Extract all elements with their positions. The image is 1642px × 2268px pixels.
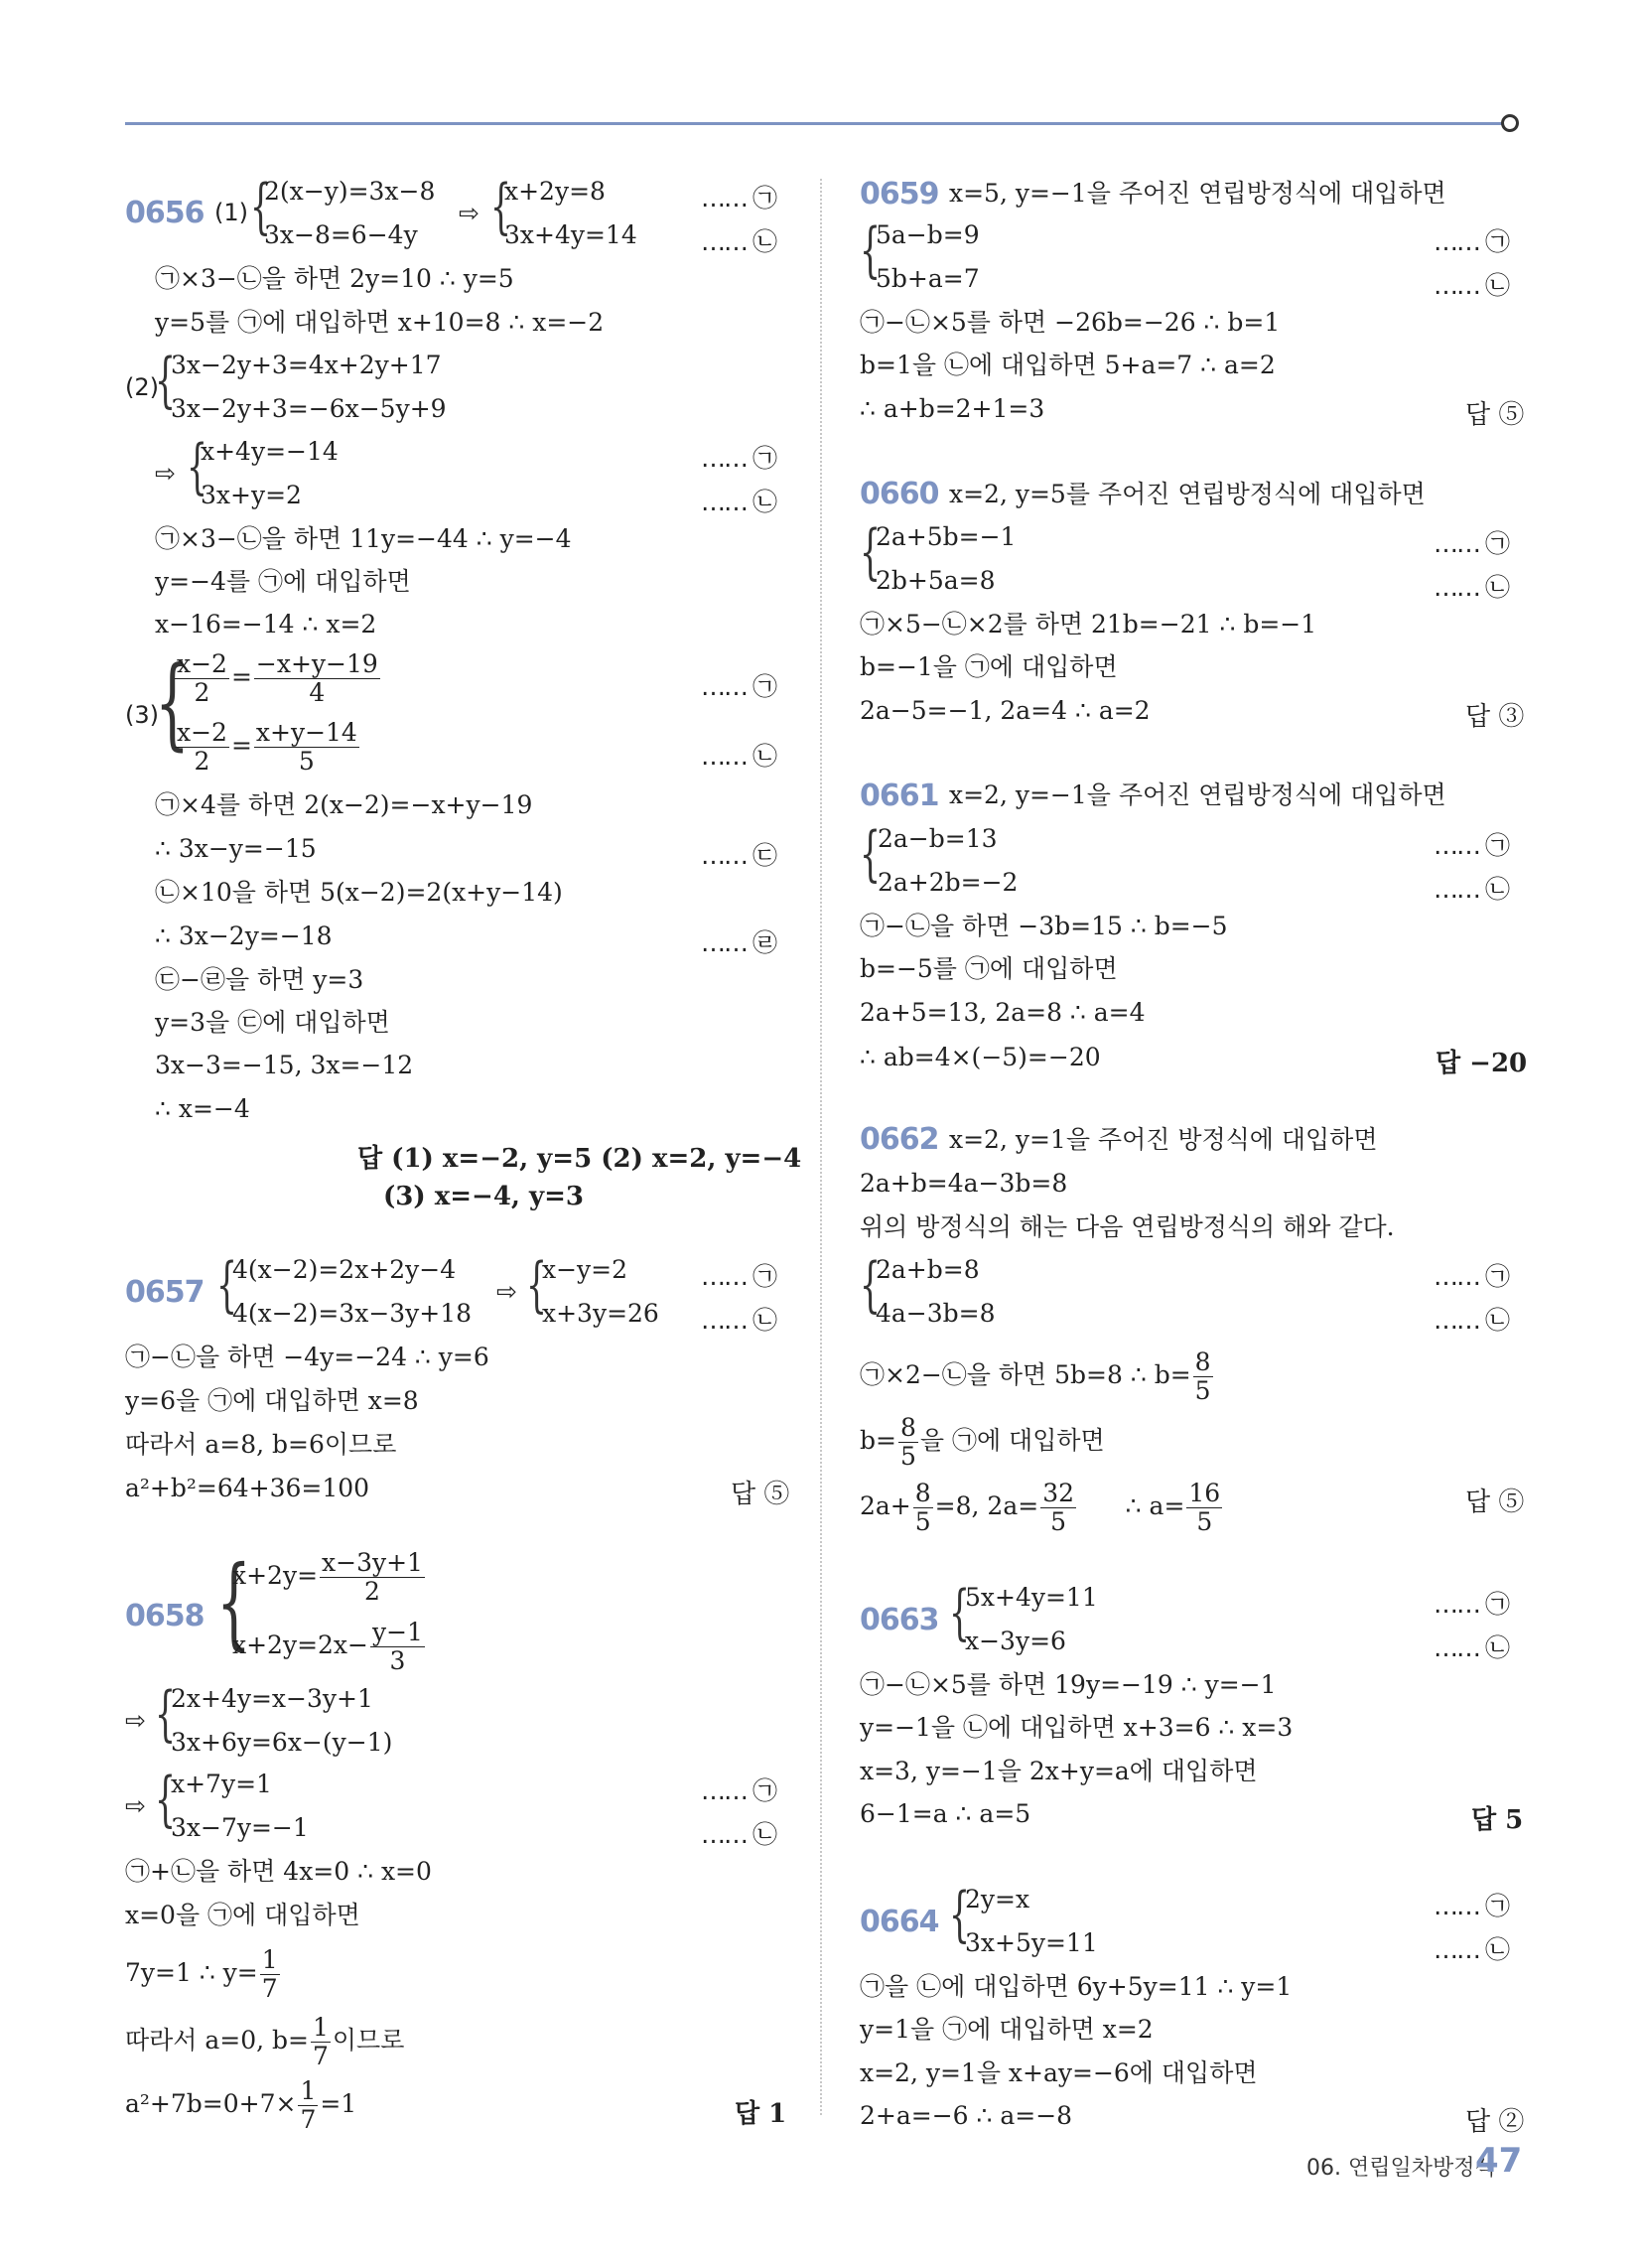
solution-line: ㉡×10을 하면 5(x−2)=2(x+y−14) xyxy=(155,878,563,907)
arrow-icon: ⇨ xyxy=(459,199,479,227)
equation-marker: …… ㉣ xyxy=(701,928,775,957)
equation: 2y=x xyxy=(965,1885,1030,1914)
solution-line: y=6을 ㉠에 대입하면 x=8 xyxy=(125,1386,419,1415)
solution-line: ㉠×3−㉡을 하면 11y=−44 ∴ y=−4 xyxy=(155,524,572,553)
arrow-icon: ⇨ xyxy=(125,1791,146,1820)
solution-line: ㉠−㉡을 하면 −4y=−24 ∴ y=6 xyxy=(125,1343,489,1371)
equation: x−y=2 xyxy=(542,1255,628,1284)
equation-marker: …… ㉠ xyxy=(1434,227,1508,256)
equation-marker: …… ㉠ xyxy=(701,672,775,701)
solution-line: b=1을 ㉡에 대입하면 5+a=7 ∴ a=2 xyxy=(860,351,1276,379)
solution-line: ㉠−㉡×5를 하면 19y=−19 ∴ y=−1 xyxy=(860,1670,1277,1699)
system-brace: { xyxy=(860,215,882,285)
fraction: $\frac{y-1}{3}$ xyxy=(371,1618,423,1675)
arrow-icon: ⇨ xyxy=(155,459,176,488)
problem-number: 0659 xyxy=(860,177,939,212)
solution-line: a²+b²=64+36=100 xyxy=(125,1474,370,1502)
problem-number: 0658 xyxy=(125,1599,205,1633)
equation-marker: …… ㉡ xyxy=(1434,271,1508,300)
solution-line: y=1을 ㉠에 대입하면 x=2 xyxy=(860,2015,1154,2044)
fraction: $\frac{x-2}{2}$ xyxy=(177,718,227,776)
equation: 2b+5a=8 xyxy=(876,566,996,595)
answer: 답 ② xyxy=(1465,2107,1525,2137)
equation-marker: …… ㉠ xyxy=(1434,529,1508,558)
problem-intro: x=2, y=−1을 주어진 연립방정식에 대입하면 xyxy=(949,780,1446,809)
solution-line: 2+a=−6 ∴ a=−8 xyxy=(860,2101,1073,2130)
page-number: 47 xyxy=(1475,2141,1523,2181)
top-rule-dot xyxy=(1501,114,1519,132)
problem-intro: x=5, y=−1을 주어진 연립방정식에 대입하면 xyxy=(949,179,1446,208)
system-brace: { xyxy=(155,1765,177,1834)
equation: 2(x−y)=3x−8 xyxy=(264,177,436,206)
equation: x+4y=−14 xyxy=(201,437,339,466)
fraction: $\frac{1}{7}$ xyxy=(313,2013,329,2070)
equation: x−3y=6 xyxy=(965,1627,1066,1655)
answer: 답 ⑤ xyxy=(731,1480,790,1509)
fraction-equation: $\frac{x-2}{2}$ = $\frac{-x+y-19}{4}$ xyxy=(177,649,378,707)
arrow-icon: ⇨ xyxy=(125,1706,146,1735)
system-brace: { xyxy=(860,517,882,587)
equation: x+2y=8 xyxy=(504,177,606,206)
system-brace: { xyxy=(949,1578,971,1647)
equation-marker: …… ㉢ xyxy=(701,841,775,870)
answer: 답 ⑤ xyxy=(1465,400,1525,430)
equation-marker: …… ㉡ xyxy=(1434,1935,1508,1964)
equation-marker: …… ㉠ xyxy=(701,184,775,213)
solution-line: 따라서 a=0, b= $\frac{1}{7}$ 이므로 xyxy=(125,2013,405,2070)
answer: (3) x=−4, y=3 xyxy=(383,1182,584,1211)
equation: 3x−2y+3=−6x−5y+9 xyxy=(171,394,447,423)
equation-marker: …… ㉡ xyxy=(1434,1306,1508,1335)
system-brace: { xyxy=(860,819,882,889)
equation-marker: …… ㉠ xyxy=(1434,1892,1508,1920)
equation: 4a−3b=8 xyxy=(876,1299,996,1328)
answer: 답 −20 xyxy=(1436,1049,1528,1078)
solution-line: y=5를 ㉠에 대입하면 x+10=8 ∴ x=−2 xyxy=(155,308,605,337)
solution-line: ㉠×4를 하면 2(x−2)=−x+y−19 xyxy=(155,790,533,819)
solution-line: ∴ ab=4×(−5)=−20 xyxy=(860,1043,1101,1071)
answer: 답 (1) x=−2, y=5 (2) x=2, y=−4 xyxy=(357,1144,802,1174)
problem-number: 0657 xyxy=(125,1275,205,1310)
solution-line: 위의 방정식의 해는 다음 연립방정식의 해와 같다. xyxy=(860,1212,1395,1241)
system-brace: { xyxy=(250,172,272,241)
equation: 5b+a=7 xyxy=(876,264,980,293)
fraction: $\frac{1}{7}$ xyxy=(261,1945,278,2003)
equation-marker: …… ㉡ xyxy=(701,488,775,516)
system-brace: { xyxy=(155,644,190,761)
equation: 2a+b=8 xyxy=(876,1255,980,1284)
fraction: $\frac{8}{5}$ xyxy=(1194,1347,1211,1405)
solution-line: a²+7b=0+7× $\frac{1}{7}$ =1 xyxy=(125,2076,357,2134)
equation: 3x−8=6−4y xyxy=(264,220,418,249)
solution-line: ∴ 3x−2y=−18 xyxy=(155,921,333,950)
fraction-equation: x+2y=2x− $\frac{y-1}{3}$ xyxy=(232,1618,423,1675)
fraction: $\frac{-x+y-19}{4}$ xyxy=(255,649,378,707)
system-brace: { xyxy=(949,1880,971,1949)
solution-line: 7y=1 ∴ y= $\frac{1}{7}$ xyxy=(125,1945,278,2003)
problem-number: 0663 xyxy=(860,1603,939,1637)
solution-line: ㉠+㉡을 하면 4x=0 ∴ x=0 xyxy=(125,1857,432,1886)
equation-marker: …… ㉡ xyxy=(1434,573,1508,602)
fraction: $\frac{8}{5}$ xyxy=(914,1479,931,1536)
equation-marker: …… ㉠ xyxy=(1434,831,1508,860)
equation-marker: …… ㉠ xyxy=(701,1262,775,1291)
equation-marker: …… ㉡ xyxy=(701,1820,775,1849)
fraction: $\frac{8}{5}$ xyxy=(899,1413,916,1471)
equation: 3x−7y=−1 xyxy=(171,1813,309,1842)
system-brace: { xyxy=(526,1250,548,1320)
equation-marker: …… ㉡ xyxy=(701,1306,775,1335)
equation-marker: …… ㉡ xyxy=(1434,875,1508,904)
solution-line: ∴ 3x−y=−15 xyxy=(155,834,317,863)
equation: x+3y=26 xyxy=(542,1299,659,1328)
fraction: $\frac{x-2}{2}$ xyxy=(177,649,227,707)
solution-line: ㉢−㉣을 하면 y=3 xyxy=(155,965,364,994)
fraction: $\frac{1}{7}$ xyxy=(300,2076,317,2134)
solution-line: ∴ a+b=2+1=3 xyxy=(860,394,1045,423)
system-brace: { xyxy=(155,346,177,415)
fraction: $\frac{32}{5}$ xyxy=(1042,1479,1074,1536)
solution-line: ㉠×5−㉡×2를 하면 21b=−21 ∴ b=−1 xyxy=(860,610,1317,638)
solution-line: ∴ x=−4 xyxy=(155,1094,250,1123)
solution-line: y=3을 ㉢에 대입하면 xyxy=(155,1008,390,1037)
solution-line: x=3, y=−1을 2x+y=a에 대입하면 xyxy=(860,1757,1258,1785)
solution-line: x=0을 ㉠에 대입하면 xyxy=(125,1901,360,1929)
equation: 2a+2b=−2 xyxy=(878,868,1019,897)
problem-intro: x=2, y=1을 주어진 방정식에 대입하면 xyxy=(949,1125,1378,1154)
solution-line: 2a+ $\frac{8}{5}$ =8, 2a= $\frac{32}{5}$ ∴ a= $\frac{16}{5}$ xyxy=(860,1479,1221,1536)
equation-marker: …… ㉠ xyxy=(701,444,775,473)
problem-number: 0656 xyxy=(125,196,205,230)
solution-line: y=−4를 ㉠에 대입하면 xyxy=(155,567,411,596)
system-brace: { xyxy=(187,432,208,501)
solution-line: ㉠×2−㉡을 하면 5b=8 ∴ b= $\frac{8}{5}$ xyxy=(860,1347,1211,1405)
equation: 3x+y=2 xyxy=(201,481,302,509)
solution-line: ㉠−㉡×5를 하면 −26b=−26 ∴ b=1 xyxy=(860,308,1281,337)
answer: 답 ③ xyxy=(1465,702,1525,732)
equation: 3x−2y+3=4x+2y+17 xyxy=(171,351,442,379)
system-brace: { xyxy=(860,1250,882,1320)
solution-line: b= $\frac{8}{5}$ 을 ㉠에 대입하면 xyxy=(860,1413,1105,1471)
equation-marker: …… ㉡ xyxy=(701,227,775,256)
equation: 5x+4y=11 xyxy=(965,1583,1098,1612)
equation: 3x+5y=11 xyxy=(965,1928,1098,1957)
system-brace: { xyxy=(216,1250,238,1320)
problem-number: 0660 xyxy=(860,477,939,511)
fraction: $\frac{x-3y+1}{2}$ xyxy=(322,1548,423,1606)
system-brace: { xyxy=(216,1544,251,1660)
column-divider xyxy=(820,179,822,2115)
chapter-title: 06. 연립일차방정식 xyxy=(1306,2156,1496,2181)
fraction: $\frac{x+y-14}{5}$ xyxy=(255,718,357,776)
sub-label: (2) xyxy=(125,373,159,401)
equation: 2x+4y=x−3y+1 xyxy=(171,1684,373,1713)
problem-intro: x=2, y=5를 주어진 연립방정식에 대입하면 xyxy=(949,480,1426,508)
solution-line: y=−1을 ㉡에 대입하면 x+3=6 ∴ x=3 xyxy=(860,1713,1294,1742)
solution-line: ㉠−㉡을 하면 −3b=15 ∴ b=−5 xyxy=(860,912,1228,940)
solution-line: 2a−5=−1, 2a=4 ∴ a=2 xyxy=(860,696,1151,725)
solution-line: b=−1을 ㉠에 대입하면 xyxy=(860,652,1118,681)
arrow-icon: ⇨ xyxy=(496,1277,517,1306)
answer: 답 1 xyxy=(735,2099,787,2129)
equation: 3x+4y=14 xyxy=(504,220,637,249)
solution-line: x=2, y=1을 x+ay=−6에 대입하면 xyxy=(860,2058,1258,2087)
equation-marker: …… ㉠ xyxy=(1434,1590,1508,1619)
fraction-equation: $\frac{x-2}{2}$ = $\frac{x+y-14}{5}$ xyxy=(177,718,357,776)
system-brace: { xyxy=(155,1679,177,1749)
problem-number: 0662 xyxy=(860,1122,939,1157)
solution-line: ㉠×3−㉡을 하면 2y=10 ∴ y=5 xyxy=(155,264,514,293)
solution-line: x−16=−14 ∴ x=2 xyxy=(155,610,377,638)
problem-number: 0664 xyxy=(860,1905,939,1939)
solution-line: 2a+5=13, 2a=8 ∴ a=4 xyxy=(860,998,1146,1027)
solution-line: 따라서 a=8, b=6이므로 xyxy=(125,1430,397,1459)
equation: 2a+5b=−1 xyxy=(876,522,1017,551)
answer: 답 ⑤ xyxy=(1465,1488,1525,1517)
sub-label: (3) xyxy=(125,701,159,729)
answer: 답 5 xyxy=(1471,1805,1524,1835)
solution-line: 2a+b=4a−3b=8 xyxy=(860,1169,1068,1198)
equation: 4(x−2)=2x+2y−4 xyxy=(232,1255,457,1284)
equation-marker: …… ㉡ xyxy=(701,742,775,771)
equation: 3x+6y=6x−(y−1) xyxy=(171,1728,393,1757)
solution-line: 6−1=a ∴ a=5 xyxy=(860,1799,1031,1828)
sub-label: (1) xyxy=(214,199,248,226)
fraction-equation: x+2y= $\frac{x-3y+1}{2}$ xyxy=(232,1548,423,1606)
fraction: $\frac{16}{5}$ xyxy=(1188,1479,1221,1536)
solution-line: 3x−3=−15, 3x=−12 xyxy=(155,1051,414,1079)
equation: x+7y=1 xyxy=(171,1770,272,1798)
equation: 5a−b=9 xyxy=(876,220,980,249)
equation: 2a−b=13 xyxy=(878,824,998,853)
top-rule xyxy=(125,122,1505,125)
problem-number: 0661 xyxy=(860,779,939,813)
equation-marker: …… ㉠ xyxy=(701,1776,775,1805)
solution-line: ㉠을 ㉡에 대입하면 6y+5y=11 ∴ y=1 xyxy=(860,1972,1293,2001)
solution-line: b=−5를 ㉠에 대입하면 xyxy=(860,954,1118,983)
equation: 4(x−2)=3x−3y+18 xyxy=(232,1299,473,1328)
equation-marker: …… ㉡ xyxy=(1434,1633,1508,1662)
system-brace: { xyxy=(490,172,512,241)
equation-marker: …… ㉠ xyxy=(1434,1262,1508,1291)
